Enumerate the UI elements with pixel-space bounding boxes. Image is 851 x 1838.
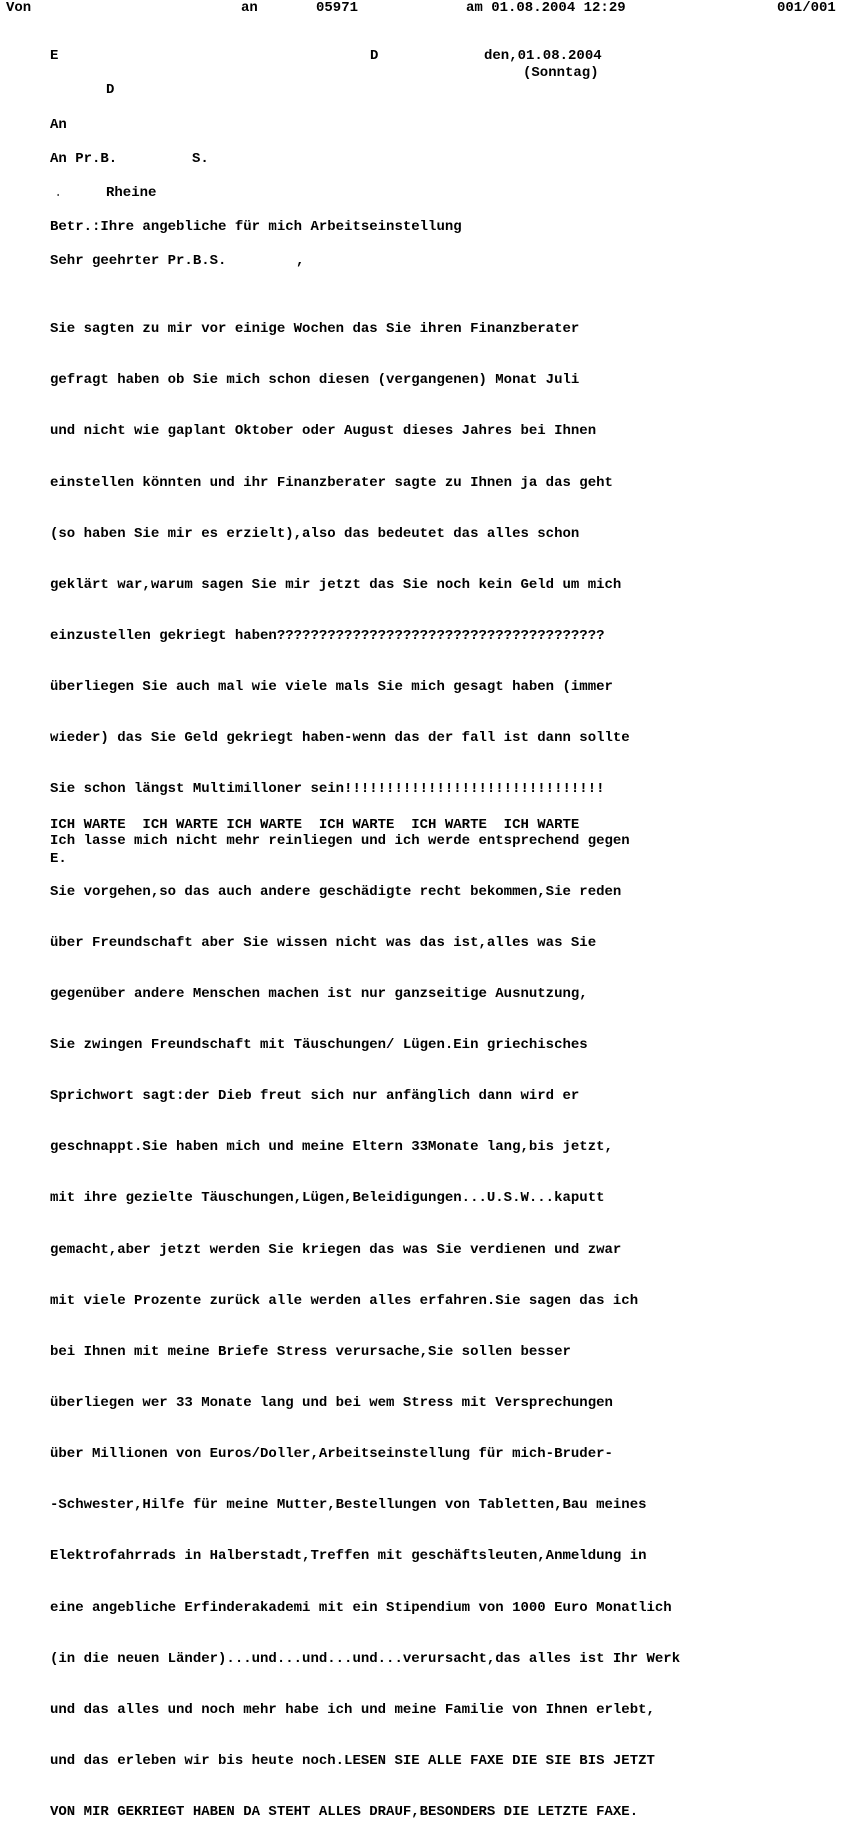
body-line: gefragt haben ob Sie mich schon diesen (vergangenen) Monat Juli [50,372,580,389]
recipient-name: An Pr.B. [50,151,118,167]
body-line: Elektrofahrrads in Halberstadt,Treffen mit geschäftsleuten,Anmeldung in [50,1548,647,1565]
body-line: Sie schon längst Multimilloner sein!!!!!!!!!!!!!!!!!!!!!!!!!!!!!!! [50,781,605,798]
body-line: -Schwester,Hilfe für meine Mutter,Bestellungen von Tabletten,Bau meines [50,1497,647,1514]
letter-body [50,287,680,1838]
closing-line: ICH WARTE ICH WARTE ICH WARTE ICH WARTE ICH WARTE ICH WARTE [50,817,580,833]
location-initial: D [370,48,379,64]
letter-salutation: Sehr geehrter Pr.B.S. [50,253,227,269]
body-line: Ich lasse mich nicht mehr reinliegen und ich werde entsprechend gegen [50,832,630,849]
recipient-city: Rheine [106,185,157,201]
body-line: VON MIR GEKRIEGT HABEN DA STEHT ALLES DRAUF,BESONDERS DIE LETZTE FAXE. [50,1804,639,1821]
body-line: gemacht,aber jetzt werden Sie kriegen das was Sie verdienen und zwar [50,1241,622,1258]
body-line: mit ihre gezielte Täuschungen,Lügen,Beleidigungen...U.S.W...kaputt [50,1190,605,1207]
body-line: bei Ihnen mit meine Briefe Stress verursache,Sie sollen besser [50,1343,571,1360]
fax-to-number: 05971 [316,0,359,16]
body-line: eine angebliche Erfinderakademi mit ein Stipendium von 1000 Euro Monatlich [50,1599,672,1616]
body-line: geklärt war,warum sagen Sie mir jetzt das Sie noch kein Geld um mich [50,576,622,593]
body-line: Sprichwort sagt:der Dieb freut sich nur anfänglich dann wird er [50,1088,580,1105]
body-line: (in die neuen Länder)...und...und...und...verursacht,das alles ist Ihr Werk [50,1650,681,1667]
body-line: Sie sagten zu mir vor einige Wochen das Sie ihren Finanzberater [50,321,580,338]
body-line: gegenüber andere Menschen machen ist nur ganzseitige Ausnutzung, [50,985,588,1002]
salutation-comma: , [296,253,305,269]
body-line: einzustellen gekriegt haben??????????????????????????????????????? [50,627,605,644]
recipient-initial: S. [192,151,209,167]
letter-subject: Betr.:Ihre angebliche für mich Arbeitseinstellung [50,219,462,235]
body-line: und nicht wie gaplant Oktober oder August dieses Jahres bei Ihnen [50,423,597,440]
sender-initial: E [50,48,59,64]
body-line: geschnappt.Sie haben mich und meine Eltern 33Monate lang,bis jetzt, [50,1139,613,1156]
fax-from-label: Von [6,0,32,16]
body-line: und das alles und noch mehr habe ich und meine Familie von Ihnen erlebt, [50,1701,655,1718]
recipient-dot: . [54,185,63,201]
body-line: überliegen Sie auch mal wie viele mals Sie mich gesagt haben (immer [50,679,613,696]
letter-date: den,01.08.2004 [484,48,602,64]
body-line: überliegen wer 33 Monate lang und bei wem Stress mit Versprechungen [50,1395,613,1412]
body-line: über Freundschaft aber Sie wissen nicht was das ist,alles was Sie [50,934,597,951]
body-line: über Millionen von Euros/Doller,Arbeitseinstellung für mich-Bruder- [50,1446,613,1463]
body-line: und das erleben wir bis heute noch.LESEN SIE ALLE FAXE DIE SIE BIS JETZT [50,1753,655,1770]
body-line: einstellen könnten und ihr Finanzberater sagte zu Ihnen ja das geht [50,474,613,491]
fax-page-number: 001/001 [777,0,836,16]
fax-to-label: an [241,0,258,16]
letter-weekday: (Sonntag) [523,65,599,81]
fax-datetime: am 01.08.2004 12:29 [466,0,626,16]
body-line: (so haben Sie mir es erzielt),also das bedeutet das alles schon [50,525,580,542]
body-line: Sie zwingen Freundschaft mit Täuschungen/ Lügen.Ein griechisches [50,1037,588,1054]
address-to-label: An [50,117,67,133]
body-line: Sie vorgehen,so das auch andere geschädigte recht bekommen,Sie reden [50,883,622,900]
body-line: wieder) das Sie Geld gekriegt haben-wenn das der fall ist dann sollte [50,730,630,747]
signature: E. [50,851,67,867]
body-line: mit viele Prozente zurück alle werden alles erfahren.Sie sagen das ich [50,1292,639,1309]
sender-city-initial: D [106,82,115,98]
